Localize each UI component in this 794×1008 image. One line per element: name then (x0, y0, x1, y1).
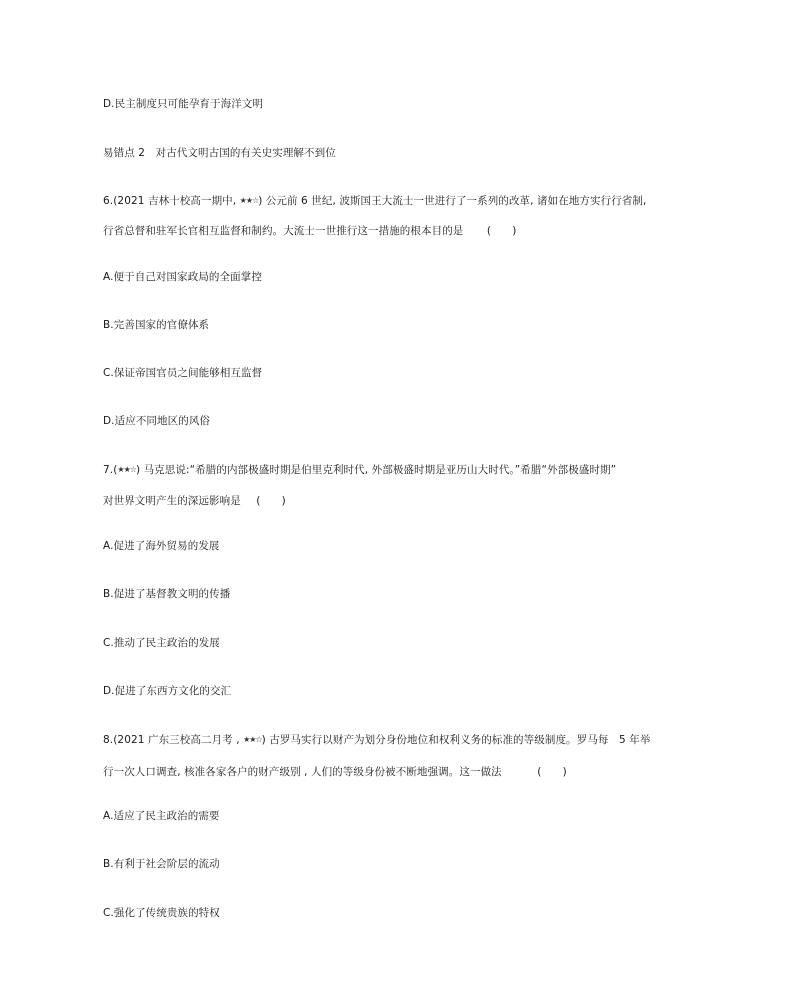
question-7-option-a (103, 539, 220, 553)
section-heading (103, 146, 336, 160)
question-7-line-2 (103, 494, 286, 508)
option-text: D.民主制度只可能孕育于海洋文明 (103, 98, 264, 110)
option-text: B.有利于社会阶层的流动 (103, 858, 220, 870)
difficulty-stars-icon: ★★☆ (243, 735, 262, 744)
question-text: 对世界文明产生的深远影响是 (103, 495, 241, 507)
question-source: 6.(2021 吉林十校高一期中, (103, 195, 237, 207)
heading-text: 易错点 2 对古代文明古国的有关史实理解不到位 (103, 147, 336, 159)
answer-blank: ( ) (256, 495, 286, 507)
question-text: 行省总督和驻军长官相互监督和制约。大流士一世推行这一措施的根本目的是 (103, 225, 464, 237)
question-7-option-d (103, 684, 231, 698)
question-6-line-2 (103, 224, 516, 238)
question-text: ) 公元前 6 世纪, 波斯国王大流士一世进行了一系列的改革, 诸如在地方实行行省制, (258, 195, 647, 207)
question-text: 行一次人口调查, 核准各家各户的财产级别 , 人们的等级身份被不断地强调。这一做法 (103, 766, 502, 778)
option-text: B.完善国家的官僚体系 (103, 319, 210, 331)
question-7-option-c (103, 636, 220, 650)
option-text: A.便于自己对国家政局的全面掌控 (103, 271, 262, 283)
question-text: ) 马克思说:“希腊的内部极盛时期是伯里克利时代, 外部极盛时期是亚历山大时代。”希腊“外部极盛时期” (135, 464, 617, 476)
question-8-option-a (103, 809, 220, 823)
option-text: D.适应不同地区的风俗 (103, 415, 211, 427)
difficulty-stars-icon: ★★☆ (239, 196, 259, 205)
difficulty-stars-icon: ★★☆ (117, 465, 136, 474)
option-text: C.强化了传统贵族的特权 (103, 907, 220, 919)
option-text: D.促进了东西方文化的交汇 (103, 685, 232, 697)
option-d-prev (103, 97, 263, 111)
option-text: C.保证帝国官员之间能够相互监督 (103, 367, 263, 379)
option-text: B.促进了基督教文明的传播 (103, 588, 231, 600)
question-8-option-b (103, 857, 220, 871)
option-text: A.适应了民主政治的需要 (103, 810, 220, 822)
answer-blank: ( ) (486, 225, 517, 237)
option-text: A.促进了海外贸易的发展 (103, 540, 220, 552)
question-7-line-1 (103, 463, 616, 477)
question-number: 7.( (103, 464, 118, 476)
answer-blank: ( ) (537, 766, 567, 778)
question-6-option-a (103, 270, 262, 284)
question-source: 8.(2021 广东三校高二月考 , (103, 734, 240, 746)
question-6-option-b (103, 318, 209, 332)
question-7-option-b (103, 587, 230, 601)
question-text: ) 古罗马实行以财产为划分身份地位和权利义务的标准的等级制度。罗马每 5 年举 (261, 734, 651, 746)
question-6-option-c (103, 366, 262, 380)
question-8-line-1 (103, 733, 650, 747)
question-6-line-1 (103, 194, 646, 208)
question-8-line-2 (103, 765, 567, 779)
question-8-option-c (103, 906, 220, 920)
question-6-option-d (103, 414, 210, 428)
option-text: C.推动了民主政治的发展 (103, 637, 220, 649)
